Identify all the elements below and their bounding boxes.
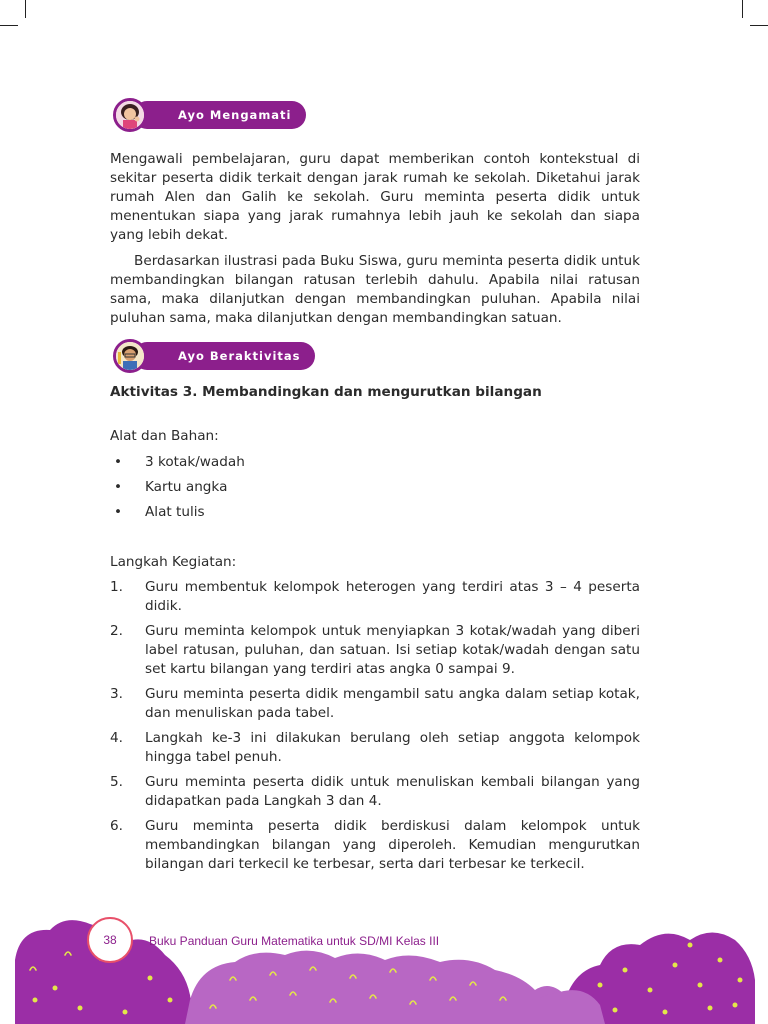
list-item: • Alat tulis [114, 504, 205, 520]
crop-mark [750, 25, 768, 26]
girl-observing-icon [113, 98, 147, 132]
list-item: 1. Guru membentuk kelompok heterogen yang terdiri atas 3 – 4 peserta didik. [110, 579, 640, 614]
list-item: • 3 kotak/wadah [114, 454, 245, 470]
observe-text [110, 150, 640, 335]
observe-paragraph: Mengawali pembelajaran, guru dapat memberikan contoh kontekstual di sekitar peserta didik terkait dengan jarak rumah ke sekolah. Diketahui jarak rumah Alen dan Galih ke sekolah. Guru meminta peserta didik untuk menentukan siapa yang jarak rumahnya lebih jauh ke sekolah dan siapa yang lebih dekat. [110, 151, 640, 243]
list-item: 5. Guru meminta peserta didik untuk menuliskan kembali bilangan yang didapatkan pada Langkah 3 dan 4. [110, 774, 640, 809]
materials-label: Alat dan Bahan: [110, 428, 219, 444]
crop-mark [742, 0, 743, 18]
list-item: • Kartu angka [114, 479, 228, 495]
list-item: 3. Guru meminta peserta didik mengambil satu angka dalam setiap kotak, dan menuliskan pada tabel. [110, 686, 640, 721]
activity-heading: Aktivitas 3. Membandingkan dan mengurutkan bilangan [110, 384, 542, 400]
materials-list [110, 453, 640, 528]
page-number: 38 [87, 917, 133, 963]
crop-mark [0, 25, 18, 26]
steps-list [110, 578, 640, 880]
crop-mark [25, 0, 26, 18]
list-item: 6. Guru meminta peserta didik berdiskusi dalam kelompok untuk membandingkan bilangan yang diperoleh. Kemudian mengurutkan bilangan dari terkecil ke terbesar, serta dari terbesar ke terkecil. [110, 818, 640, 872]
activity-badge-label: Ayo Beraktivitas [133, 342, 315, 370]
boy-activity-icon [113, 339, 147, 373]
list-item: 2. Guru meminta kelompok untuk menyiapkan 3 kotak/wadah yang diberi label ratusan, puluhan, dan satuan. Isi setiap kotak/wadah dengan satu set kartu bilangan yang terdiri atas angka 0 sampai 9. [110, 623, 640, 677]
footer-book-title: Buku Panduan Guru Matematika untuk SD/MI Kelas III [149, 934, 440, 948]
observe-badge-label: Ayo Mengamati [133, 101, 306, 129]
observe-paragraph: Berdasarkan ilustrasi pada Buku Siswa, guru meminta peserta didik untuk membandingkan bilangan ratusan terlebih dahulu. Apabila nilai ratusan sama, maka dilanjutkan dengan membandingkan puluhan. Apabila nilai puluhan sama, maka dilanjutkan dengan membandingkan satuan. [110, 253, 640, 326]
list-item: 4. Langkah ke-3 ini dilakukan berulang oleh setiap anggota kelompok hingga tabel penuh. [110, 730, 640, 765]
steps-label: Langkah Kegiatan: [110, 554, 237, 570]
